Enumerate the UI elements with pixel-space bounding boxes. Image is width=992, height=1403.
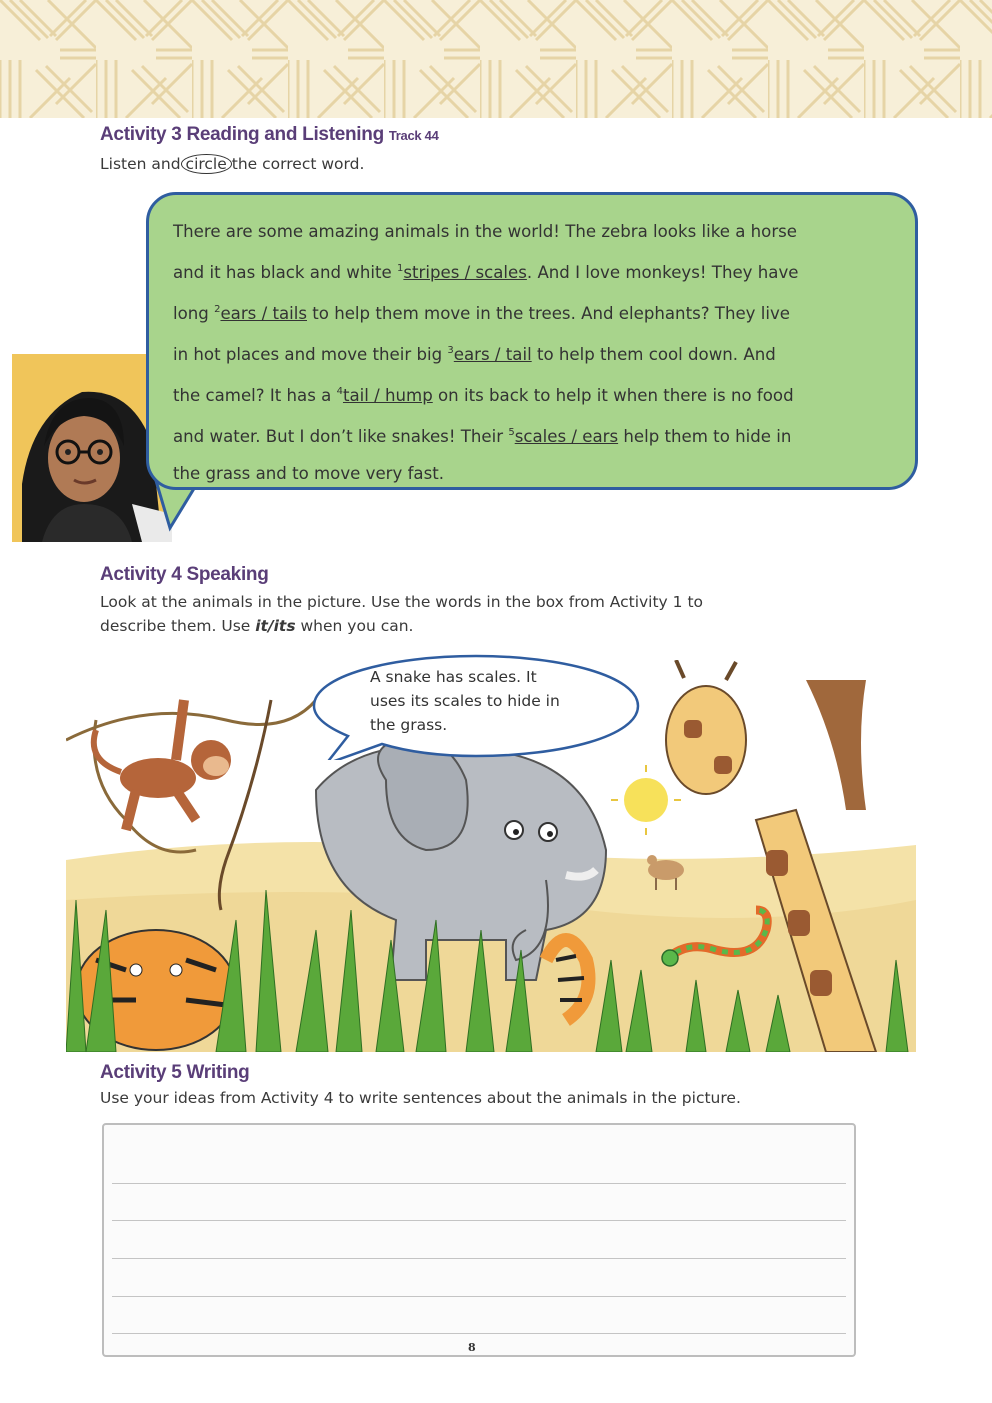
speech-text	[370, 665, 610, 737]
activity3-instruction	[100, 152, 364, 176]
word-choice-option[interactable]: tail / hump	[342, 386, 433, 405]
reading-text-segment: and water. But I don’t like snakes! Their	[173, 427, 509, 446]
speech-line-1: A snake has scales. It	[370, 668, 537, 686]
reading-text-segment: in hot places and move their big	[173, 345, 448, 364]
reading-bubble	[146, 192, 918, 490]
reading-line	[173, 373, 903, 414]
writing-line[interactable]	[112, 1333, 846, 1334]
activity4-instruction-line2	[100, 614, 703, 638]
header-banner	[0, 0, 992, 118]
speech-line-3: the grass.	[370, 716, 448, 734]
word-choice-option[interactable]: scales / ears	[514, 427, 619, 446]
word-choice-option[interactable]: stripes / scales	[403, 263, 527, 282]
reading-line	[173, 213, 903, 250]
activity3-title	[100, 124, 439, 146]
reading-text-segment: the camel? It has a	[173, 386, 337, 405]
writing-line[interactable]	[112, 1258, 846, 1259]
activity5-title: Activity 5 Writing	[100, 1062, 250, 1083]
reading-text-segment: to help them move in the trees. And elephants? They live	[307, 304, 791, 323]
reading-text-segment: and it has black and white	[173, 263, 397, 282]
it-its-emphasis: it/its	[255, 617, 296, 635]
activity3-title-text: Activity 3 Reading and Listening	[100, 124, 384, 145]
question-number: 1	[397, 263, 404, 274]
reading-line	[173, 250, 903, 291]
reading-text-segment: on its back to help it when there is no food	[432, 386, 794, 405]
reading-line	[173, 291, 903, 332]
track-label: Track 44	[388, 128, 439, 143]
reading-text-segment: long	[173, 304, 215, 323]
question-number: 5	[508, 427, 515, 438]
instruction-after: the correct word.	[231, 155, 365, 173]
reading-text-segment: to help them cool down. And	[531, 345, 776, 364]
reading-line	[173, 332, 903, 373]
reading-text-segment: . And I love monkeys! They have	[526, 263, 799, 282]
instruction-line2-before: describe them. Use	[100, 617, 256, 635]
writing-line[interactable]	[112, 1220, 846, 1221]
speech-line-2: uses its scales to hide in	[370, 692, 560, 710]
page-number: 8	[468, 1341, 476, 1354]
question-number: 4	[336, 386, 343, 397]
instruction-line2-after: when you can.	[295, 617, 414, 635]
reading-line	[173, 455, 903, 492]
writing-line[interactable]	[112, 1183, 846, 1184]
activity5-instruction: Use your ideas from Activity 4 to write sentences about the animals in the picture.	[100, 1089, 741, 1107]
word-choice-option[interactable]: ears / tail	[453, 345, 532, 364]
activity4-title: Activity 4 Speaking	[100, 564, 269, 585]
question-number: 2	[214, 304, 221, 315]
activity4-instruction-line1: Look at the animals in the picture. Use the words in the box from Activity 1 to	[100, 593, 704, 611]
reading-text-segment: help them to hide in	[618, 427, 792, 446]
sun-icon	[624, 778, 668, 822]
writing-area[interactable]	[102, 1123, 856, 1357]
reading-text-segment: There are some amazing animals in the world! The zebra looks like a horse	[173, 222, 797, 241]
question-number: 3	[447, 345, 454, 356]
instruction-before: Listen and	[100, 155, 181, 173]
reading-text	[173, 213, 903, 492]
circled-word: circle	[181, 154, 232, 174]
reading-line	[173, 414, 903, 455]
activity4-instruction	[100, 590, 703, 638]
banner-pattern	[0, 0, 992, 118]
writing-line[interactable]	[112, 1296, 846, 1297]
reading-text-segment: the grass and to move very fast.	[173, 464, 445, 483]
word-choice-option[interactable]: ears / tails	[220, 304, 307, 323]
